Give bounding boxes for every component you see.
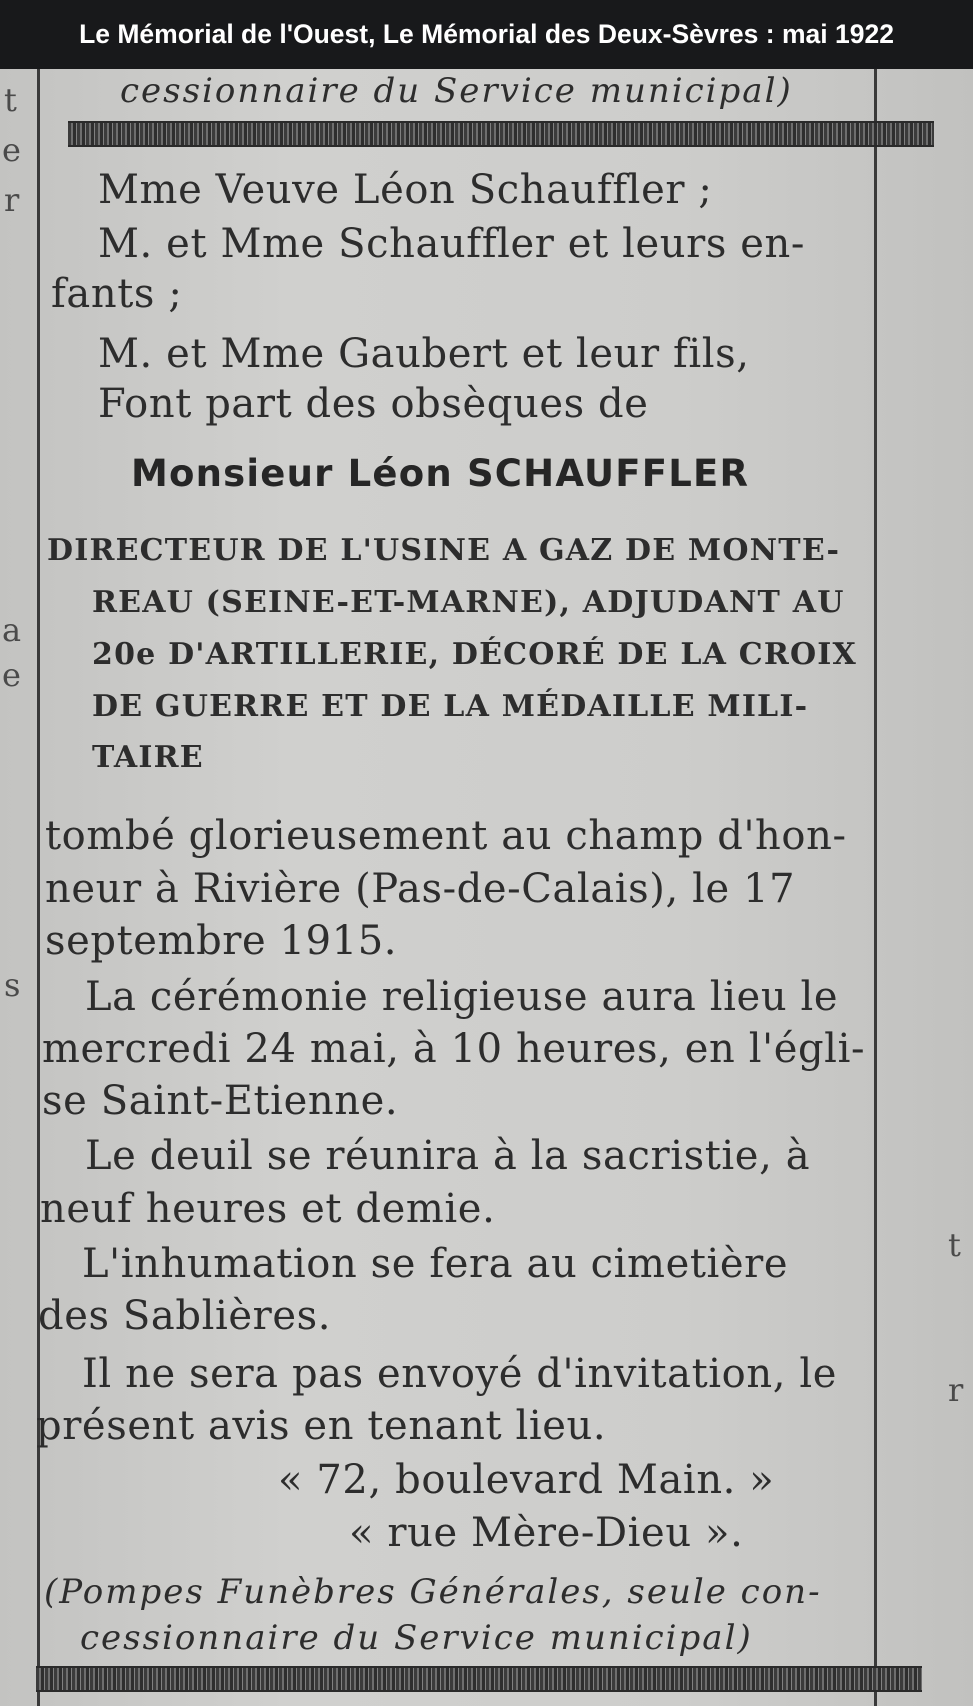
- separator-rule-top: [68, 121, 934, 147]
- burial-line: des Sablières.: [38, 1293, 332, 1339]
- titles-line: TAIRE: [92, 740, 204, 775]
- undertaker-fragment-top: cessionnaire du Service municipal): [120, 71, 793, 111]
- left-column-fragment: e: [2, 131, 21, 169]
- left-column-fragment: a: [2, 611, 22, 649]
- gathering-line: neuf heures et demie.: [40, 1186, 496, 1232]
- titles-line: DIRECTEUR DE L'USINE A GAZ DE MONTE-: [47, 533, 841, 568]
- address-line: « 72, boulevard Main. »: [278, 1457, 775, 1503]
- invitation-line: présent avis en tenant lieu.: [36, 1403, 607, 1449]
- death-line: tombé glorieusement au champ d'hon-: [45, 813, 847, 859]
- ceremony-line: La cérémonie religieuse aura lieu le: [85, 974, 839, 1020]
- death-line: neur à Rivière (Pas-de-Calais), le 17: [45, 866, 796, 912]
- family-line: Mme Veuve Léon Schauffler ;: [98, 167, 713, 213]
- family-line: M. et Mme Gaubert et leur fils,: [98, 331, 750, 377]
- left-column-fragment: e: [2, 656, 21, 694]
- undertaker-line: (Pompes Funèbres Générales, seule con-: [44, 1572, 822, 1612]
- page-title: Le Mémorial de l'Ouest, Le Mémorial des Deux-Sèvres : mai 1922: [0, 0, 973, 69]
- deceased-name: Monsieur Léon SCHAUFFLER: [131, 452, 750, 495]
- titles-line: 20e D'ARTILLERIE, DÉCORÉ DE LA CROIX: [92, 637, 858, 672]
- left-column-fragment: s: [4, 966, 21, 1004]
- column-divider-right: [874, 69, 877, 1706]
- column-divider-left: [37, 69, 40, 1706]
- titles-line: DE GUERRE ET DE LA MÉDAILLE MILI-: [92, 689, 809, 724]
- undertaker-line: cessionnaire du Service municipal): [80, 1618, 753, 1658]
- separator-rule-bottom: [36, 1666, 922, 1692]
- family-line: fants ;: [51, 271, 183, 317]
- left-column-fragment: t: [4, 81, 17, 119]
- ceremony-line: mercredi 24 mai, à 10 heures, en l'égli-: [42, 1026, 866, 1072]
- death-line: septembre 1915.: [45, 918, 398, 964]
- family-line: M. et Mme Schauffler et leurs en-: [98, 221, 806, 267]
- invitation-line: Il ne sera pas envoyé d'invitation, le: [82, 1351, 838, 1397]
- right-column-fragment: r: [948, 1371, 964, 1409]
- address-line: « rue Mère-Dieu ».: [349, 1510, 744, 1556]
- gathering-line: Le deuil se réunira à la sacristie, à: [85, 1133, 811, 1179]
- family-line: Font part des obsèques de: [98, 381, 649, 427]
- left-column-fragment: r: [4, 181, 20, 219]
- burial-line: L'inhumation se fera au cimetière: [82, 1241, 789, 1287]
- ceremony-line: se Saint-Etienne.: [42, 1078, 399, 1124]
- right-column-fragment: t: [948, 1226, 961, 1264]
- titles-line: REAU (SEINE-ET-MARNE), ADJUDANT AU: [92, 585, 845, 620]
